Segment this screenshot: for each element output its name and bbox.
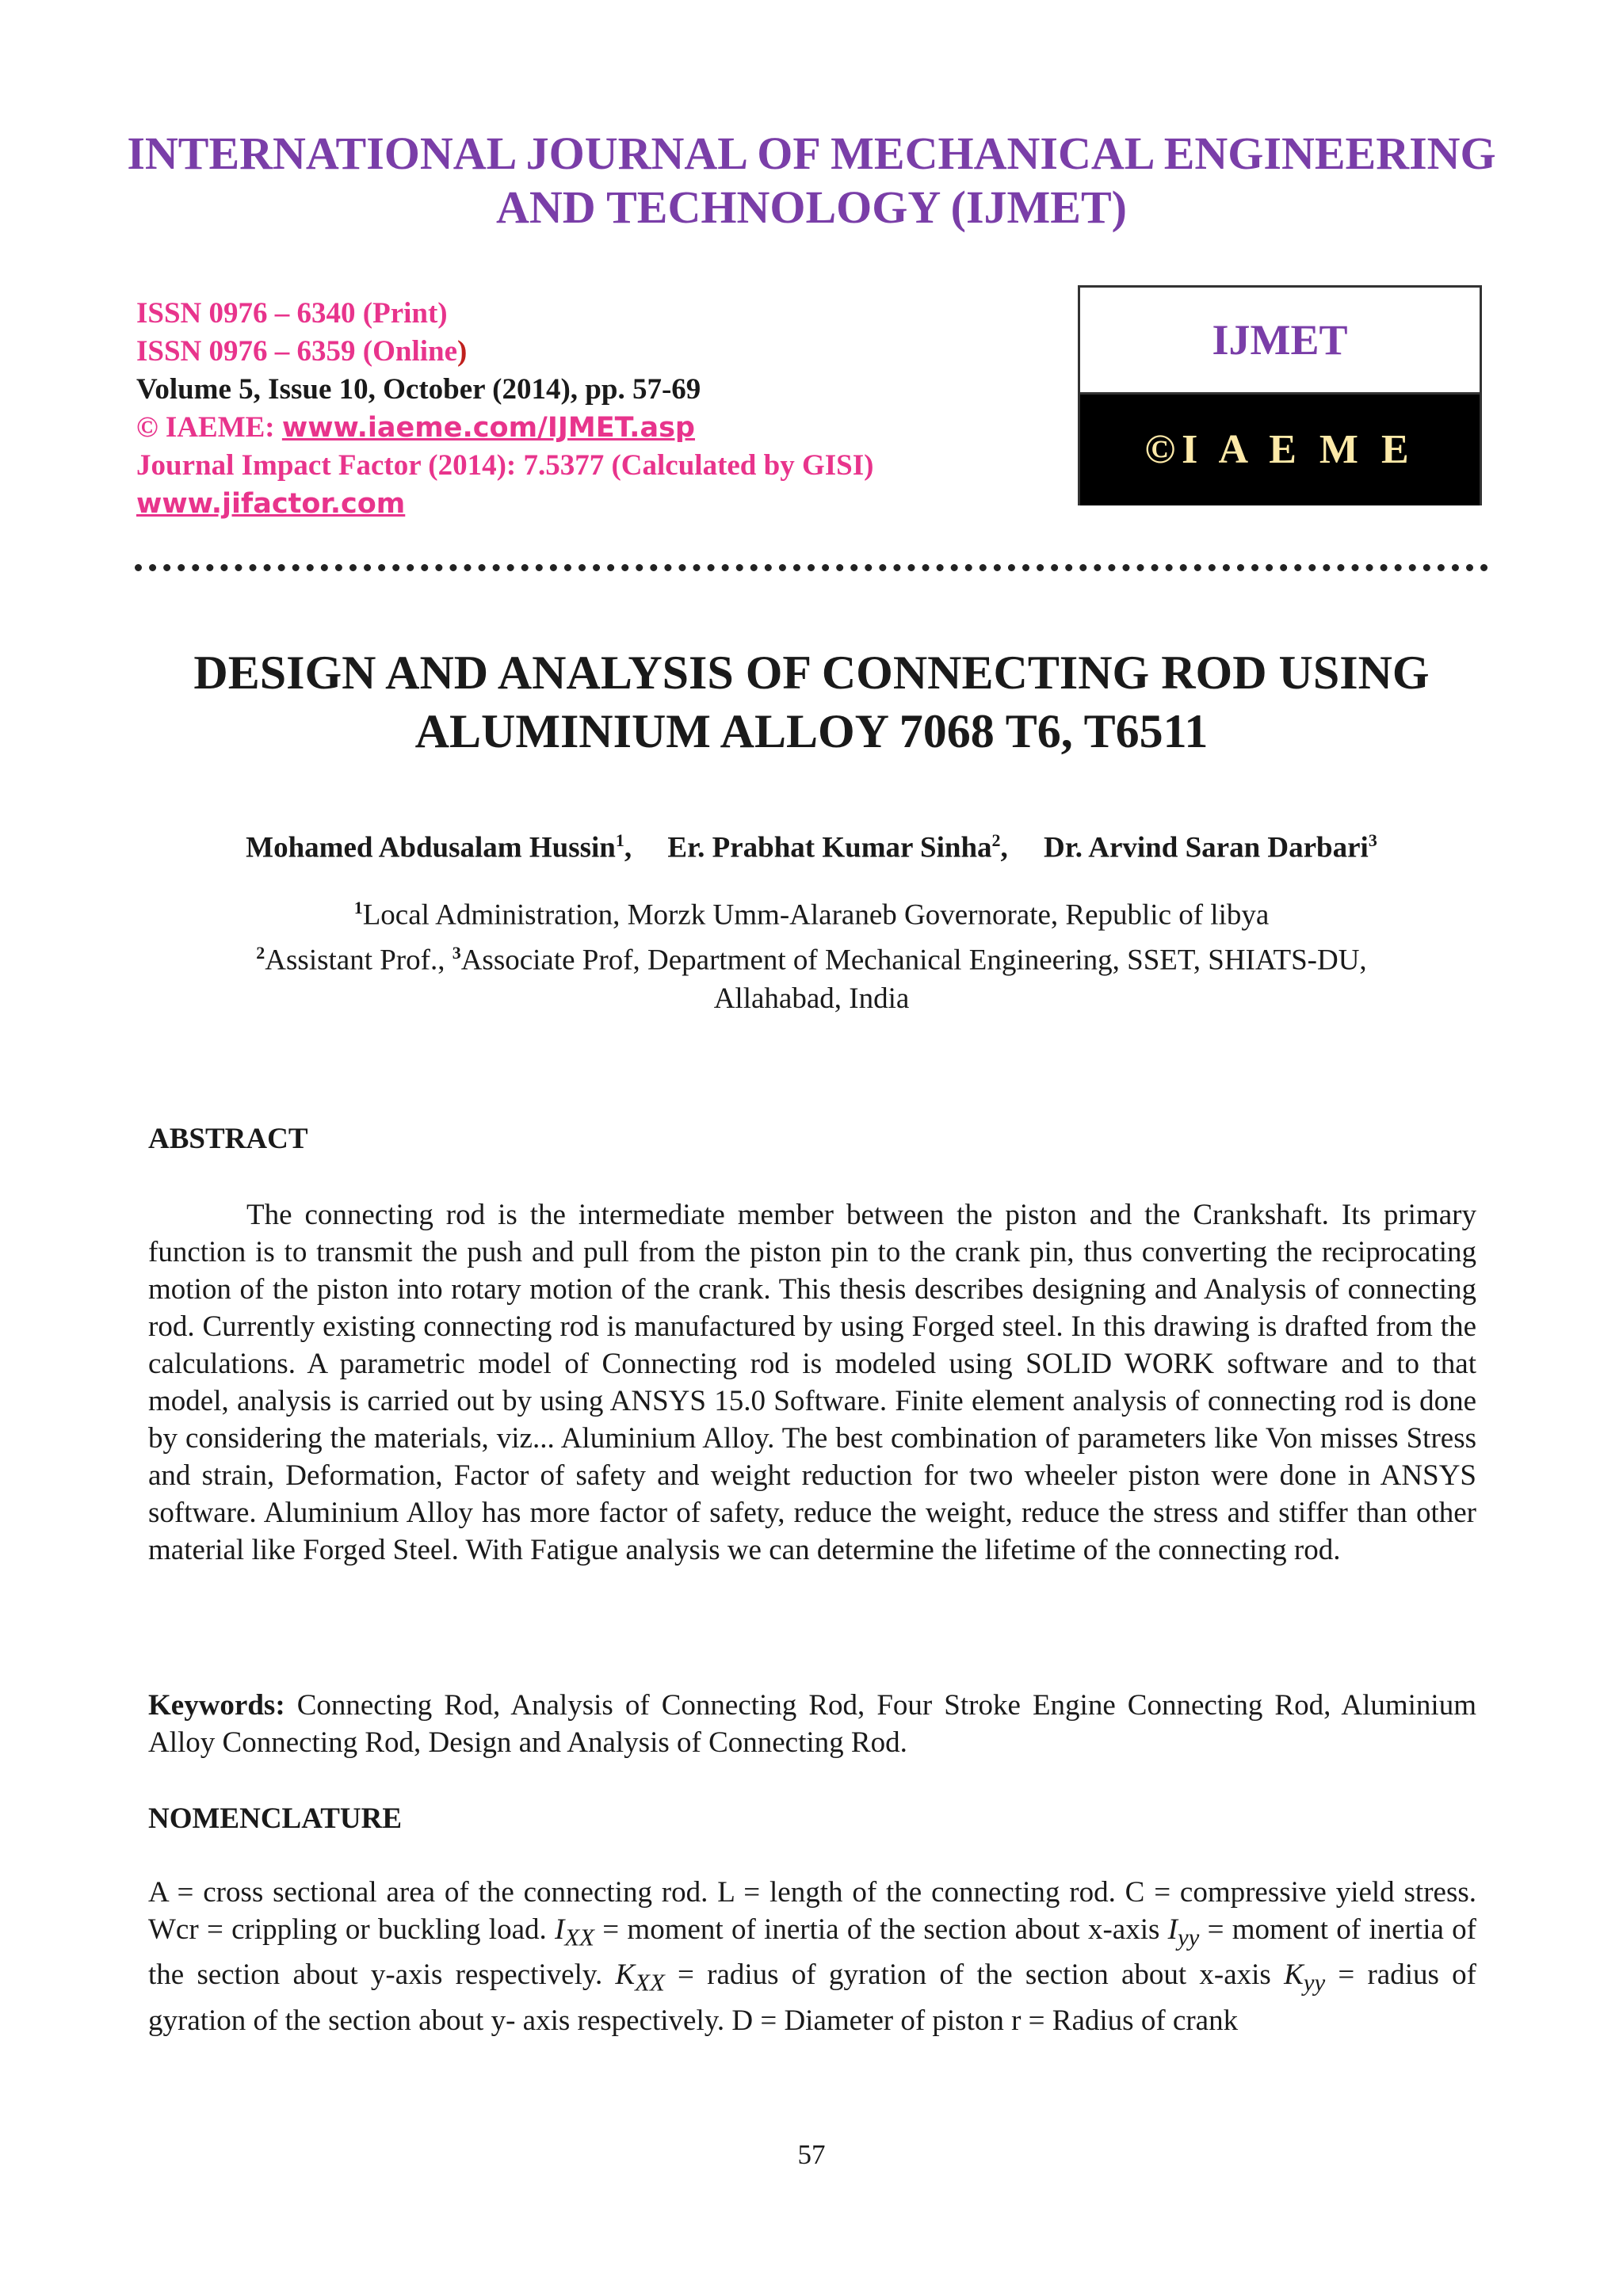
affil-text: Assistant Prof., xyxy=(265,944,453,977)
nomenclature-part: = radius of gyration of the section about x-axis xyxy=(664,1958,1285,1992)
iaeme-line xyxy=(136,409,1024,447)
nomenclature-part: A = cross sectional area of the connecting rod. L = length of the connecting rod. C = compressive yield stress. Wcr = crippling or buckling load. xyxy=(148,1876,1476,1946)
affiliations xyxy=(0,889,1623,1018)
paper-title xyxy=(0,643,1623,761)
nomenclature-part: = moment of inertia of the section about y-axis respectively. xyxy=(148,1913,1477,1992)
issn-online-line xyxy=(136,333,1024,371)
nomenclature-heading: NOMENCLATURE xyxy=(148,1802,402,1835)
affil-text: Associate Prof, Department of Mechanical Engineering, SSET, SHIATS-DU, xyxy=(460,944,1367,977)
badge-iaeme: ©I A E M E xyxy=(1080,395,1480,505)
paper-title-line2: ALUMINIUM ALLOY 7068 T6, T6511 xyxy=(414,705,1209,757)
keywords-text: Connecting Rod, Analysis of Connecting Rod, Four Stroke Engine Connecting Rod, Aluminium Alloy Connecting Rod, Design and Analysis of Connecting Rod. xyxy=(148,1689,1476,1759)
journal-title-line1: INTERNATIONAL JOURNAL OF MECHANICAL ENGINEERING xyxy=(127,128,1496,179)
symbol-ixx: I xyxy=(555,1913,565,1946)
symbol-sub: yy xyxy=(1177,1924,1200,1951)
affiliation-line3: Allahabad, India xyxy=(713,982,910,1015)
dotted-divider xyxy=(135,564,1488,571)
affiliation-line1 xyxy=(0,889,1623,934)
affiliation-line2 xyxy=(0,934,1623,979)
affil-text: Local Administration, Morzk Umm-Alaraneb Governorate, Republic of libya xyxy=(362,898,1270,932)
symbol-kyy: K xyxy=(1284,1958,1304,1992)
journal-meta xyxy=(136,295,1024,523)
author-name: Mohamed Abdusalam Hussin xyxy=(246,831,616,864)
symbol-iyy: I xyxy=(1167,1913,1178,1946)
keywords-paragraph xyxy=(148,1687,1476,1761)
journal-badge xyxy=(1078,285,1482,505)
iaeme-link[interactable]: www.iaeme.com/IJMET.asp xyxy=(281,412,695,444)
affil-sup: 3 xyxy=(452,943,461,963)
abstract-heading: ABSTRACT xyxy=(148,1123,308,1155)
author-sep: , xyxy=(1000,831,1008,864)
journal-title xyxy=(0,127,1623,235)
paper-title-line1: DESIGN AND ANALYSIS OF CONNECTING ROD USING xyxy=(193,646,1430,699)
issn-online-paren: ) xyxy=(457,335,468,368)
author-list xyxy=(0,830,1623,864)
affil-sup: 1 xyxy=(353,898,363,917)
affil-sup: 2 xyxy=(256,943,265,963)
nomenclature-part: = moment of inertia of the section about x-axis xyxy=(594,1913,1168,1946)
symbol-sub: XX xyxy=(564,1924,595,1951)
author-sup: 1 xyxy=(615,830,624,850)
nomenclature-text xyxy=(148,1874,1476,2039)
author-name: Er. Prabhat Kumar Sinha xyxy=(667,831,992,864)
issn-online: ISSN 0976 – 6359 (Online xyxy=(136,335,458,368)
iaeme-prefix: © IAEME: xyxy=(136,411,282,444)
badge-ijmet: IJMET xyxy=(1080,288,1480,395)
jifactor-link[interactable]: www.jifactor.com xyxy=(136,488,406,520)
keywords-label: Keywords: xyxy=(148,1689,285,1722)
author-sep: , xyxy=(624,831,632,864)
journal-title-line2: AND TECHNOLOGY (IJMET) xyxy=(496,181,1127,233)
symbol-kxx: K xyxy=(615,1958,636,1992)
author-name: Dr. Arvind Saran Darbari xyxy=(1044,831,1369,864)
abstract-text: The connecting rod is the intermediate member between the piston and the Crankshaft. Its primary function is to transmit the push and pull from the piston pin to the crank pin, thus converting the reciprocating motion of the piston into rotary motion of the crank. This thesis describes designing and Analysis of connecting rod. Currently existing connecting rod is manufactured by using Forged steel. In this drawing is drafted from the calculations. A parametric model of Connecting rod is modeled using SOLID WORK software and to that model, analysis is carried out by using ANSYS 15.0 Software. Finite element analysis of connecting rod is done by considering the materials, viz... Aluminium Alloy. The best combination of parameters like Von misses Stress and strain, Deformation, Factor of safety and weight reduction for two wheeler piston were done in ANSYS software. Aluminium Alloy has more factor of safety, reduce the weight, reduce the stress and stiffer than other material like Forged Steel. With Fatigue analysis we can determine the lifetime of the connecting rod. xyxy=(148,1199,1476,1566)
author-sup: 3 xyxy=(1368,830,1377,850)
volume-info: Volume 5, Issue 10, October (2014), pp. 57-69 xyxy=(136,373,701,406)
impact-factor: Journal Impact Factor (2014): 7.5377 (Calculated by GISI) xyxy=(136,449,874,482)
issn-print: ISSN 0976 – 6340 (Print) xyxy=(136,297,448,330)
nomenclature-part: = radius of gyration of the section about y- axis respectively. D = Diameter of piston r = Radius of crank xyxy=(148,1958,1476,2037)
symbol-sub: yy xyxy=(1303,1969,1326,1997)
author-sup: 2 xyxy=(991,830,1001,850)
symbol-sub: XX xyxy=(635,1969,665,1997)
page-number: 57 xyxy=(797,2139,826,2170)
